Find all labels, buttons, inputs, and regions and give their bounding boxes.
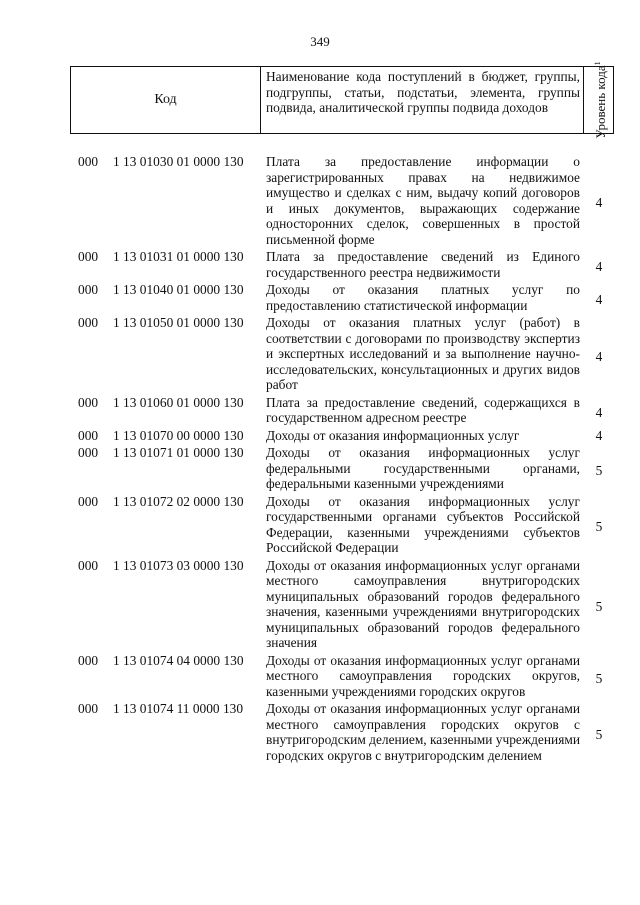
table-row [0, 701, 640, 763]
page-number: 349 [310, 34, 330, 49]
revenue-name: Доходы от оказания информационных услуг государственными органами субъектов Российской Федерации, казенными учреждениями субъектов Российской Федерации [266, 493, 580, 555]
code-level: 4 [595, 259, 603, 274]
table-row [0, 282, 640, 313]
revenue-code: 1 13 01031 01 0000 130 [113, 249, 244, 264]
header-code: Код [71, 67, 261, 133]
revenue-code: 1 13 01070 00 0000 130 [113, 427, 244, 443]
table-row [0, 445, 640, 492]
revenue-name: Доходы от оказания информационных услуг федеральными государственными органами, федеральными казенными учреждениями [266, 445, 580, 491]
header-name: Наименование кода поступлений в бюджет, группы, подгруппы, статьи, подстатьи, элемента, группы подвида, аналитической группы подвида доходов [262, 67, 584, 133]
table-row [0, 653, 640, 700]
revenue-code: 1 13 01040 01 0000 130 [113, 282, 244, 297]
header-level-label: Уровень кода [593, 65, 609, 139]
revenue-name: Плата за предоставление информации о зарегистрированных правах на недвижимое имущество и сделках с ним, выдачу копий договоров и иных документов, выражающих содержание односторонних сделок, совершенных в простой письменной форме [266, 154, 580, 247]
table-body [0, 154, 640, 763]
revenue-code: 1 13 01060 01 0000 130 [113, 394, 244, 410]
revenue-code: 1 13 01030 01 0000 130 [113, 154, 244, 169]
admin-code: 000 [78, 557, 99, 573]
admin-code: 000 [78, 427, 99, 443]
table-row [0, 494, 640, 556]
table-header [70, 61, 614, 139]
revenue-code: 1 13 01074 04 0000 130 [113, 652, 244, 668]
table-row [0, 315, 640, 393]
table-row [0, 558, 640, 651]
code-level: 5 [595, 519, 603, 534]
revenue-name: Доходы от оказания платных услуг по предоставлению статистической информации [266, 282, 580, 313]
revenue-code: 1 13 01073 03 0000 130 [113, 557, 244, 573]
revenue-name: Доходы от оказания информационных услуг [266, 427, 520, 443]
code-level: 5 [595, 670, 603, 686]
table-row [0, 395, 640, 426]
admin-code: 000 [78, 315, 99, 330]
admin-code: 000 [78, 701, 99, 716]
revenue-name: Доходы от оказания информационных услуг органами местного самоуправления городских округов с внутригородским делением, казенными учреждениями городских округов с внутригородским делением [266, 701, 580, 763]
admin-code: 000 [78, 282, 99, 297]
revenue-code: 1 13 01071 01 0000 130 [113, 445, 244, 460]
revenue-name: Доходы от оказания информационных услуг органами местного самоуправления городских округов, казенными учреждениями городских округов [266, 652, 580, 699]
admin-code: 000 [78, 445, 99, 460]
code-level: 5 [595, 598, 603, 614]
table-row [0, 249, 640, 280]
revenue-name: Доходы от оказания платных услуг (работ) в соответствии с договорами по производству экспертиз и экспертных исследований и за выполнение научно-исследовательских, консультационных и других видов работ [266, 315, 580, 392]
code-level: 5 [595, 726, 603, 742]
code-level: 4 [595, 195, 603, 210]
revenue-code: 1 13 01050 01 0000 130 [113, 315, 244, 330]
table-row [0, 428, 640, 444]
code-level: 5 [595, 463, 603, 478]
table-row [0, 154, 640, 247]
admin-code: 000 [78, 394, 99, 410]
revenue-code: 1 13 01074 11 0000 130 [113, 701, 244, 716]
revenue-code: 1 13 01072 02 0000 130 [113, 493, 244, 509]
revenue-name: Доходы от оказания информационных услуг органами местного самоуправления внутригородских муниципальных образований городов федерального значения, казенными учреждениями внутригородских муниципальных образований городов федерального значения [266, 557, 580, 650]
admin-code: 000 [78, 652, 99, 668]
code-level: 4 [595, 404, 603, 420]
admin-code: 000 [78, 154, 99, 169]
code-level: 4 [595, 292, 603, 307]
admin-code: 000 [78, 493, 99, 509]
revenue-name: Плата за предоставление сведений, содержащихся в государственном адресном реестре [266, 394, 580, 425]
code-level: 4 [595, 348, 603, 364]
header-level [584, 61, 614, 139]
header-level-footnote: 1 [592, 61, 602, 66]
revenue-name: Плата за предоставление сведений из Единого государственного реестра недвижимости [266, 249, 580, 280]
code-level: 4 [595, 428, 603, 443]
admin-code: 000 [78, 249, 99, 264]
